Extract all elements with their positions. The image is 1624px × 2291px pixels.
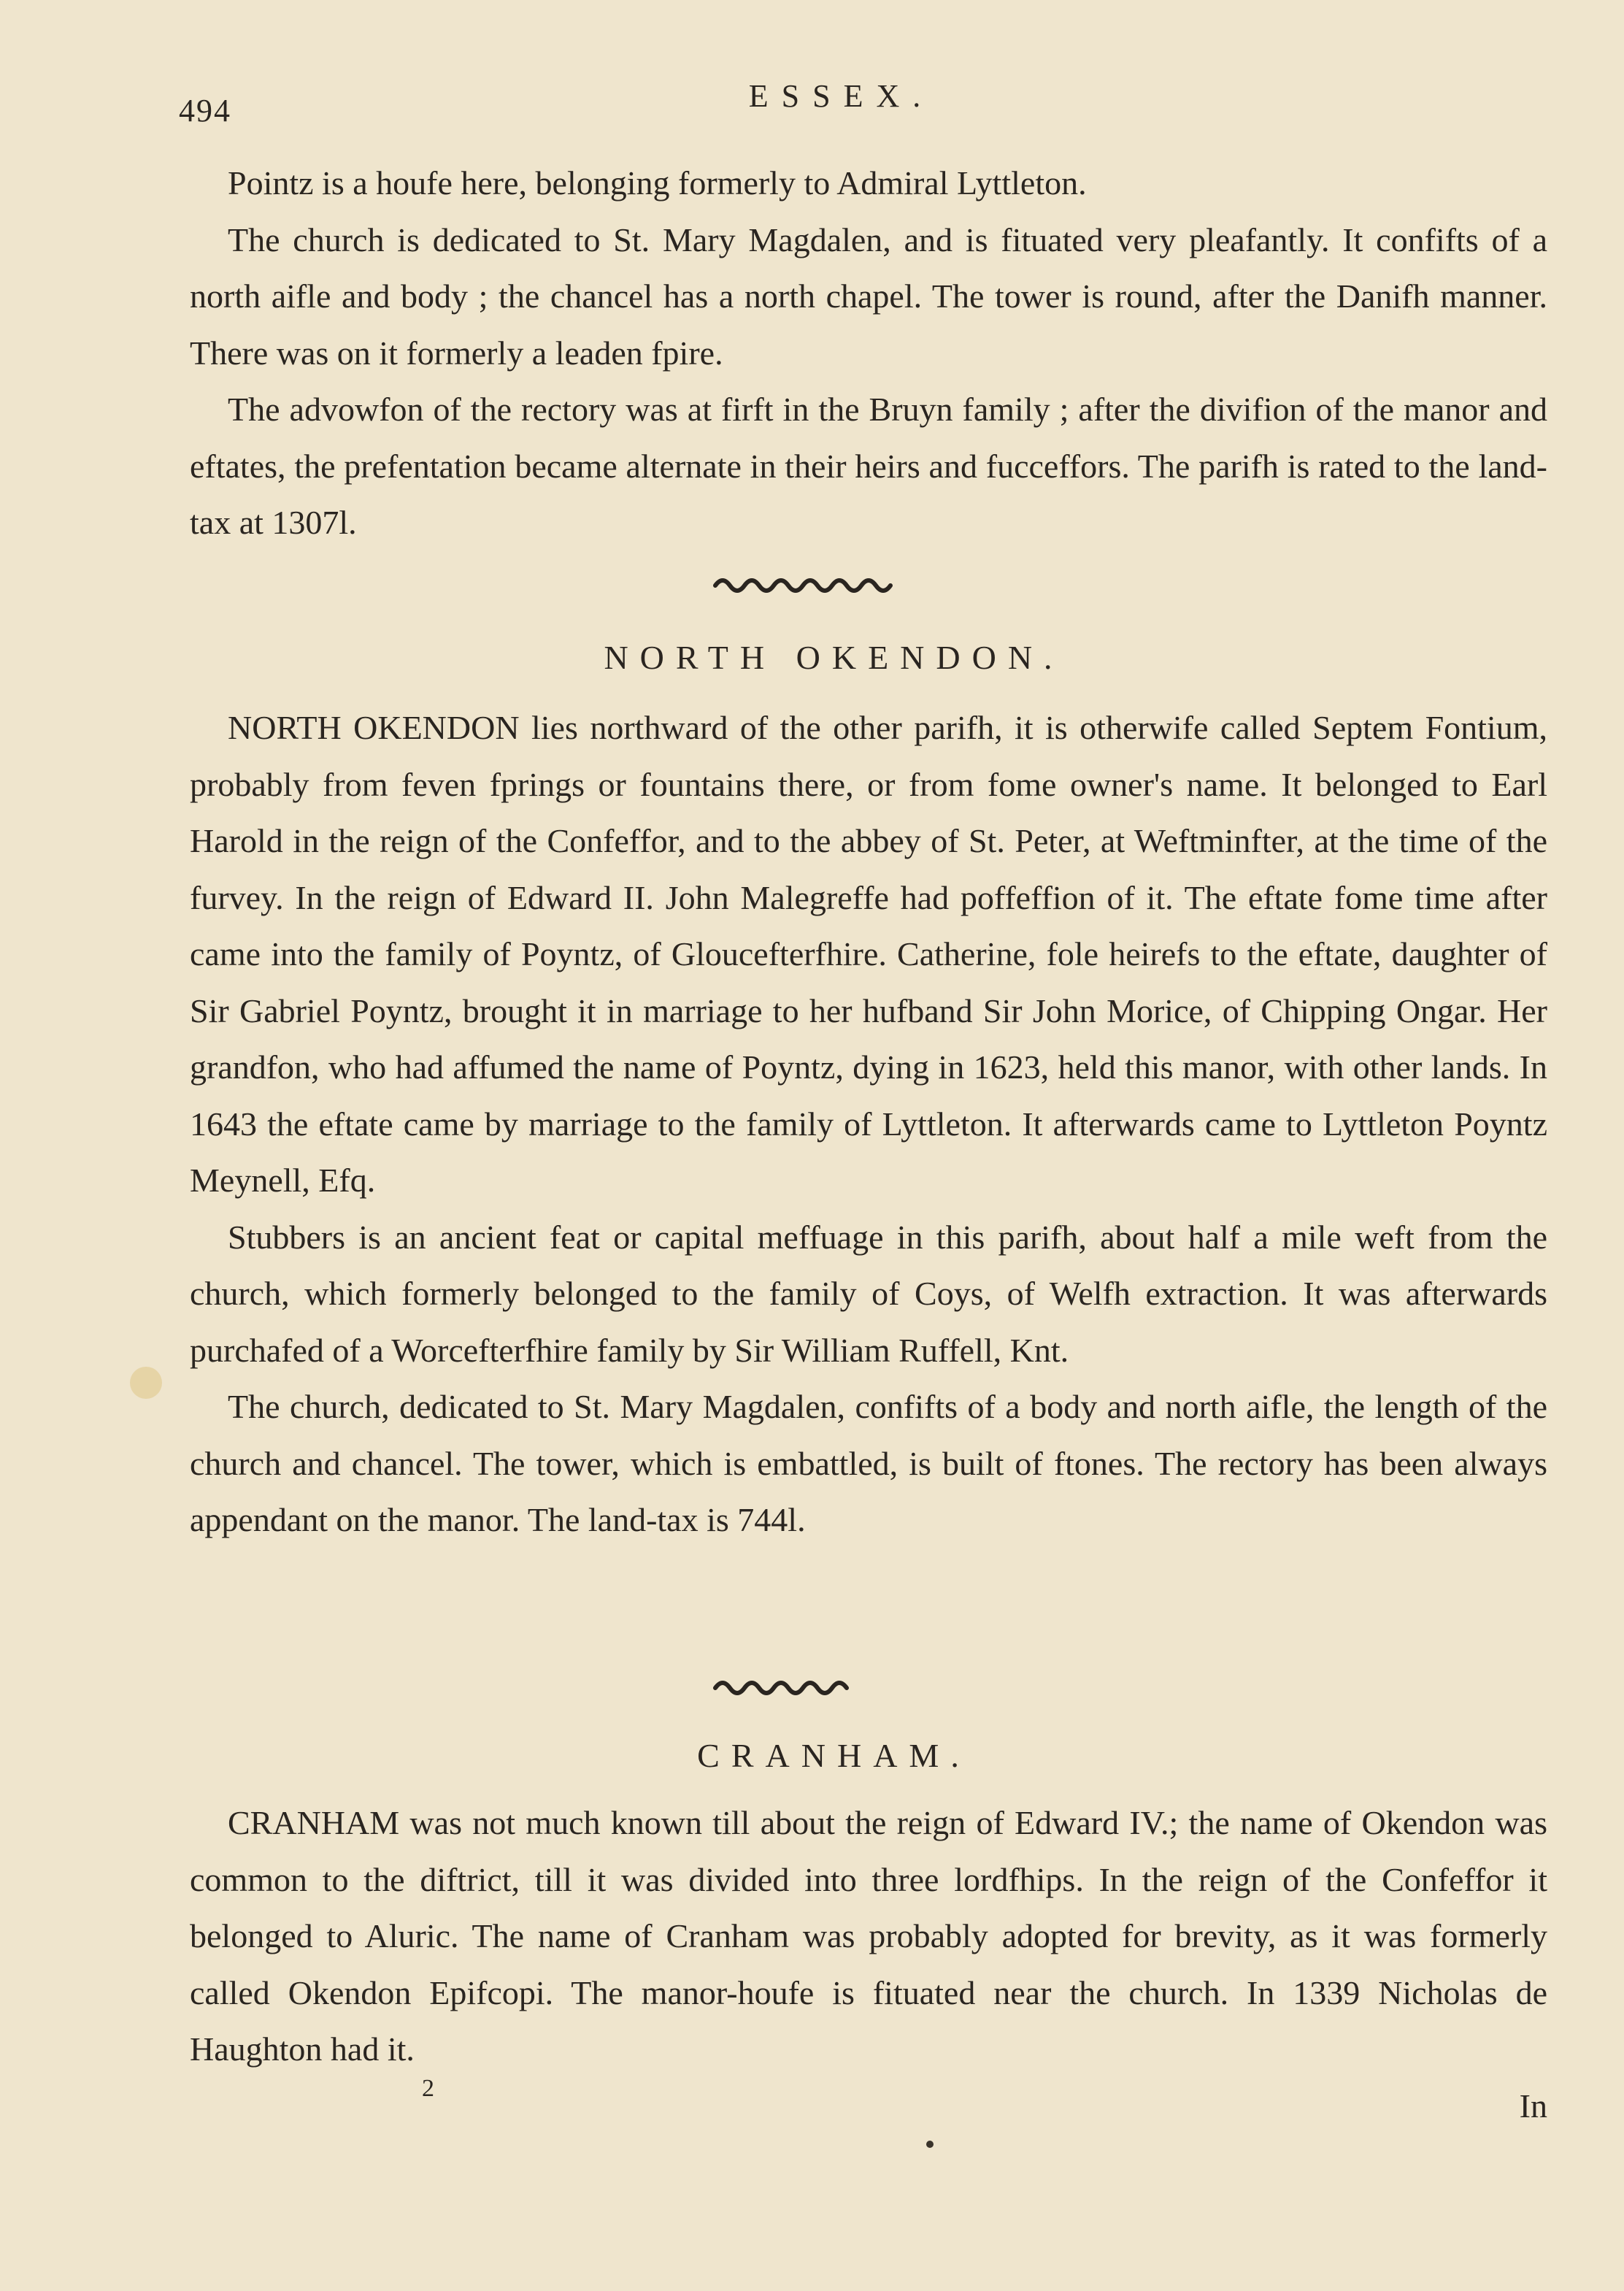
paragraph: NORTH OKENDON lies northward of the other parifh, it is otherwife called Septem Fontium, probably from feven fprings or fountains there, or from fome owner's name. It belonged to Earl Harold in the reign of the Confeffor, and to the abbey of St. Peter, at Weftminfter, at the time of the furvey. In the reign of Edward II. John Malegreffe had poffeffion of it. The eftate fome time after came into the family of Poyntz, of Gloucefterfhire. Catherine, fole heirefs to the eftate, daughter of Sir Gabriel Poyntz, brought it in marriage to her hufband Sir John Morice, of Chipping Ongar. Her grandfon, who had affumed the name of Poyntz, dying in 1623, held this manor, with other lands. In 1643 the eftate came by marriage to the family of Lyttleton. It afterwards came to Lyttleton Poyntz Meynell, Efq. (190, 709, 1547, 1199)
text-block-cranham (190, 1795, 1547, 2078)
section-title-north-okendon: NORTH OKENDON. (604, 639, 1064, 676)
paragraph: The church is dedicated to St. Mary Magdalen, and is fituated very pleafantly. It confifts of a north aifle and body ; the chancel has a north chapel. The tower is round, after the Danifh manner. There was on it formerly a leaden fpire. (190, 220, 1547, 372)
paper-stain (130, 1367, 162, 1399)
paragraph: Pointz is a houfe here, belonging formerly to Admiral Lyttleton. (228, 164, 1087, 202)
paragraph: CRANHAM was not much known till about the reign of Edward IV.; the name of Okendon was common to the diftrict, till it was divided into three lordfhips. In the reign of the Confeffor it belonged to Aluric. The name of Cranham was probably adopted for brevity, as it was formerly called Okendon Epifcopi. The manor-houfe is fituated near the church. In 1339 Nicholas de Haughton had it. (190, 1804, 1547, 2068)
ink-dot (926, 2141, 934, 2148)
section-title-cranham: CRANHAM. (697, 1737, 971, 1774)
text-block-north-okendon (190, 699, 1547, 1549)
text-block-top (190, 155, 1547, 551)
signature-mark: 2 (422, 2075, 434, 2102)
running-title: ESSEX. (748, 78, 934, 114)
paragraph: Stubbers is an ancient feat or capital meffuage in this parifh, about half a mile weft from the church, which formerly belonged to the family of Coys, of Welfh extraction. It was afterwards purchafed of a Worcefterfhire family by Sir William Ruffell, Knt. (190, 1218, 1547, 1369)
ornament-rule (701, 569, 1066, 599)
running-head (0, 72, 1624, 137)
page-number: 494 (179, 93, 231, 128)
catchword: In (1519, 2087, 1547, 2125)
ornament-rule (701, 1672, 1066, 1701)
paragraph: The church, dedicated to St. Mary Magdalen, confifts of a body and north aifle, the length of the church and chancel. The tower, which is embattled, is built of ftones. The rectory has been always appendant on the manor. The land-tax is 744l. (190, 1388, 1547, 1538)
paragraph: The advowfon of the rectory was at firft in the Bruyn family ; after the divifion of the manor and eftates, the prefentation became alternate in their heirs and fucceffors. The parifh is rated to the land-tax at 1307l. (190, 391, 1547, 541)
